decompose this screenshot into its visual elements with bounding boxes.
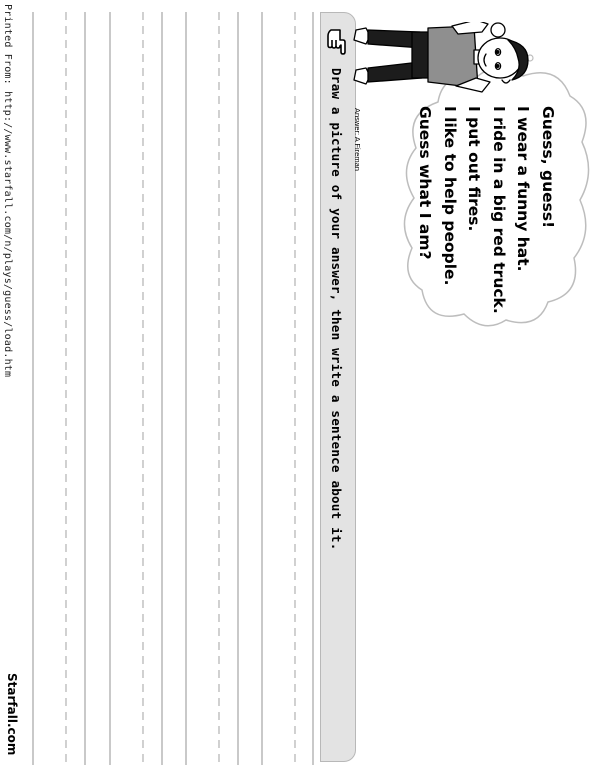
answer-text: Answer: A Fireman [353, 108, 362, 171]
brand-logo-text: Starfall.com [5, 673, 19, 756]
firefighter-boy-illustration [352, 22, 536, 108]
pointing-hand-icon [322, 26, 352, 56]
riddle-text [413, 106, 560, 314]
riddle-line: Guess what I am? [416, 106, 435, 260]
riddle-line: Guess, guess! [539, 106, 557, 229]
instruction-text: Draw a picture of your answer, then write a sentence about it. [329, 68, 344, 551]
riddle-line: I like to help people. [441, 106, 459, 286]
printed-from-url: Printed From: http://www.starfall.com/n/plays/guess/load.htm [2, 4, 13, 378]
riddle-line: I put out fires. [465, 106, 484, 232]
riddle-line: I wear a funny hat. [514, 106, 533, 272]
riddle-line: I ride in a big red truck. [490, 106, 508, 314]
